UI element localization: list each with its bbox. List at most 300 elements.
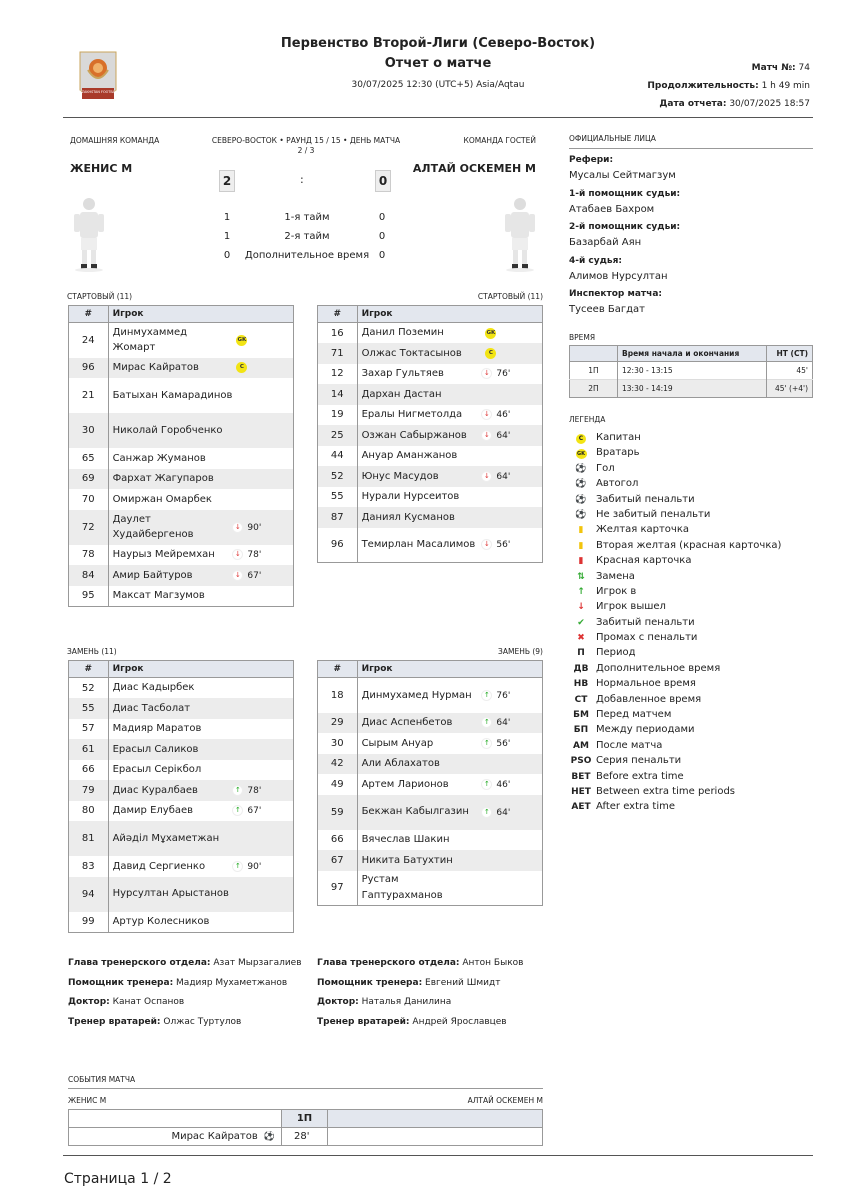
sub-minute: 67' [247,806,262,817]
staff-entry [317,1013,523,1033]
header-divider [63,117,813,118]
player-number: 12 [318,364,358,385]
staff-role: Доктор: [317,997,359,1007]
player-number: 30 [318,733,358,754]
legend-symbol: НВ [573,679,589,690]
official-role: 1-й помощник судьи: [569,188,681,199]
own-goal-icon [569,477,593,492]
player-event [481,795,542,830]
captain-icon [569,431,593,446]
player-name: Давид Сергиенко [112,860,206,872]
officials-divider [569,148,813,149]
official-role: Инспектор матча: [569,289,662,299]
staff-role: Тренер вратарей: [68,1016,161,1027]
player-name: Диас Куралбаев [108,780,232,801]
player-number: 18 [318,678,358,713]
player-name: Бекжан Кабылгазин [357,795,481,830]
sub-minute: 90' [247,522,262,533]
sub-minute: 46' [496,779,511,790]
player-event [481,343,542,364]
time-row [570,362,813,380]
legend-symbol: ⚽ [575,479,587,490]
legend-item [569,492,781,507]
staff-entry [317,954,523,974]
legend-item [569,445,781,460]
player-out-icon: ↓ [232,549,243,560]
player-out-icon: ↓ [232,522,243,533]
player-name: Али Аблахатов [357,754,481,775]
sub-minute: 67' [247,570,262,581]
period-row [212,250,392,269]
official-role: 2-й помощник судьи: [569,222,681,232]
legend-list [569,430,781,815]
legend-label: Between extra time periods [596,785,736,797]
player-event [481,754,542,775]
player-number: 99 [69,912,109,933]
goalkeeper-icon [569,446,593,461]
player-row [318,384,543,405]
period-home-score: 1 [223,212,231,223]
player-row [318,364,543,385]
period-away-score: 0 [378,231,386,242]
legend-label: Серия пенальти [596,755,682,767]
col-ht: НТ (СТ) [766,346,812,362]
staff-entry [317,974,523,994]
legend-symbol: ⚽ [575,463,587,474]
col-number: # [69,661,109,678]
player-name: Захар Гультяев [361,368,444,379]
period-scores [212,212,392,269]
legend-label: Добавленное время [596,693,702,705]
staff-role: Помощник тренера: [68,977,174,988]
legend-heading: ЛЕГЕНДА [569,415,606,424]
home-staff [68,954,302,1032]
player-number: 67 [318,850,358,871]
legend-symbol: ▮ [578,556,584,567]
legend-item [569,599,781,614]
player-event [232,413,293,448]
player-name: Темирлан Масалимов [361,539,476,550]
time-range: 12:30 - 13:15 [618,362,767,380]
player-number: 96 [69,358,109,379]
player-name: Динмухаммед Жомарт [112,326,188,354]
sub-minute: 64' [496,807,511,818]
round-info: СЕВЕРО-ВОСТОК • РАУНД 15 / 15 • ДЕНЬ МАТЧА 2 / 3 [211,136,401,155]
player-event [481,713,542,734]
staff-entry [68,993,302,1013]
official-role: Рефери: [569,155,614,165]
player-row [318,713,543,734]
player-number: 29 [318,713,358,734]
period-row [212,212,392,231]
player-in-icon: ↑ [232,861,243,872]
player-number: 72 [69,510,109,545]
staff-entry [68,1013,302,1033]
legend-symbol: БМ [573,710,589,721]
player-row [69,739,294,760]
col-number: # [318,306,358,323]
player-event [232,801,293,822]
official-entry [569,254,680,288]
legend-item [569,769,781,784]
player-event [232,780,293,801]
player-in-icon [569,585,593,600]
player-event [481,507,542,528]
legend-item [569,507,781,522]
player-row [318,733,543,754]
red-card-icon [569,554,593,569]
player-name: Санжар Жуманов [112,452,206,464]
player-number: 52 [318,466,358,487]
staff-role: Доктор: [68,997,110,1007]
legend-abbr [569,739,593,754]
player-row [318,528,543,563]
player-event [481,850,542,871]
player-row [318,678,543,713]
player-number: 70 [69,489,109,510]
legend-abbr [569,646,593,661]
player-number: 44 [318,446,358,467]
player-row [69,586,294,607]
player-event [481,425,542,446]
legend-symbol: ⚽ [575,509,587,520]
player-name: Ануар Аманжанов [361,450,458,461]
legend-label: Игрок вышел [596,601,666,613]
period-away-score: 0 [378,212,386,223]
col-number: # [318,661,358,678]
player-number: 66 [318,830,358,851]
time-period: 2П [570,380,618,398]
home-score: 2 [219,170,235,192]
legend-symbol: BET [571,771,591,782]
legend-abbr [569,785,593,800]
official-name: Мусалы Сейтмагзум [569,170,676,181]
player-event [481,446,542,467]
player-name: Олжас Токтасынов [357,343,481,364]
player-out-icon: ↓ [481,539,492,550]
player-event [481,830,542,851]
events-spacer [69,1110,282,1128]
player-event [481,466,542,487]
legend-label: Красная карточка [596,555,692,567]
player-number: 84 [69,565,109,586]
player-event [232,358,293,379]
player-event [232,565,293,586]
period-home-score: 0 [223,250,231,261]
legend-symbol: ▮ [578,525,584,536]
period-away-score: 0 [378,250,386,261]
legend-item [569,584,781,599]
official-role: 4-й судья: [569,255,622,266]
player-row [69,448,294,469]
time-period: 1П [570,362,618,380]
legend-label: Дополнительное время [596,662,721,674]
legend-symbol: СТ [574,694,588,705]
player-name: Рустам Гаптурахманов [361,874,443,901]
player-row [69,510,294,545]
player-number: 78 [69,545,109,566]
player-number: 25 [318,425,358,446]
legend-symbol: ▮ [578,540,584,551]
sub-minute: 64' [496,718,511,729]
legend-item [569,692,781,707]
player-in-icon: ↑ [232,805,243,816]
legend-label: Нормальное время [596,678,696,690]
player-in-icon: ↑ [481,717,492,728]
event-player: Мирас Кайратов [171,1131,258,1142]
period-row [212,231,392,250]
goal-icon: ⚽ [263,1132,275,1142]
player-out-icon: ↓ [232,570,243,581]
official-name: Базарбай Аян [569,237,642,248]
home-starting-table [68,305,294,607]
player-row [69,821,294,856]
legend-item [569,522,781,537]
player-event [232,739,293,760]
player-event [232,877,293,912]
player-number: 14 [318,384,358,405]
player-number: 66 [69,760,109,781]
legend-label: Гол [596,462,615,474]
player-event [481,871,542,906]
official-entry [569,153,680,187]
away-staff [317,954,523,1032]
player-name: Амир Байтуров [108,565,232,586]
player-number: 69 [69,469,109,490]
player-number: 95 [69,586,109,607]
svg-text:KAZAKHSTAN FOOTBALL: KAZAKHSTAN FOOTBALL [77,90,119,94]
player-event [232,698,293,719]
player-row [69,801,294,822]
events-heading: СОБЫТИЯ МАТЧА [68,1075,136,1084]
event-row [69,1128,543,1146]
legend-abbr [569,662,593,677]
player-number: 97 [318,871,358,906]
player-out-icon: ↓ [481,471,492,482]
legend-label: Забитый пенальти [596,616,695,628]
player-row [318,507,543,528]
player-row [69,358,294,379]
player-name: Нурали Нурсеитов [361,491,460,502]
player-row [318,487,543,508]
legend-label: Промах с пенальти [596,632,698,644]
time-range: 13:30 - 14:19 [618,380,767,398]
staff-entry [68,954,302,974]
away-subs-label: ЗАМЕНЬ (9) [498,647,543,656]
player-name: Ерасыл Саликов [108,739,232,760]
legend-abbr [569,770,593,785]
player-name: Ералы Нигметолда [361,409,463,420]
away-starting-table [317,305,543,563]
player-row [69,780,294,801]
sub-minute: 46' [496,410,511,421]
player-name: Динмухамед Нурман [361,689,472,701]
legend-item [569,738,781,753]
player-event [232,678,293,699]
player-event [481,384,542,405]
player-event [232,912,293,933]
legend-item [569,430,781,445]
legend-label: Вратарь [596,447,640,459]
player-in-icon: ↑ [481,779,492,790]
player-row [69,469,294,490]
legend-item [569,630,781,645]
player-number: 61 [69,739,109,760]
goalkeeper-icon: GK [236,335,247,346]
time-ht: 45' [766,362,812,380]
legend-item [569,799,781,814]
penalty-scored-icon [569,493,593,508]
legend-symbol: АМ [573,740,589,751]
legend-label: После матча [596,739,663,751]
player-event [232,378,293,413]
player-name: Юнус Масудов [357,466,481,487]
away-score: 0 [375,170,391,192]
legend-symbol: C [576,434,586,444]
player-row [318,425,543,446]
player-number: 83 [69,856,109,877]
footer-divider [63,1155,813,1156]
legend-label: Автогол [596,478,639,490]
player-event [232,760,293,781]
player-name: Диас Кадырбек [112,682,195,694]
player-row [69,489,294,510]
player-name: Озжан Сабыржанов [357,425,481,446]
player-row [318,774,543,795]
player-number: 42 [318,754,358,775]
legend-symbol: П [577,648,585,659]
player-name: Артем Ларионов [361,778,449,790]
legend-label: After extra time [596,801,676,813]
period-label: 1-я тайм [284,212,330,223]
sub-minute: 76' [496,690,511,701]
player-row [69,856,294,877]
legend-symbol: ✔ [577,617,585,628]
player-number: 49 [318,774,358,795]
player-row [69,413,294,448]
player-out-icon [569,600,593,615]
player-in-icon: ↑ [481,738,492,749]
legend-item [569,784,781,799]
player-row [69,378,294,413]
official-name: Алимов Нурсултан [569,270,668,282]
legend-item [569,722,781,737]
player-event [232,719,293,740]
pso-scored-icon [569,616,593,631]
event-away [328,1128,543,1146]
player-row [318,850,543,871]
player-event [232,489,293,510]
legend-item [569,707,781,722]
page-number: Страница 1 / 2 [64,1171,172,1187]
player-number: 87 [318,507,358,528]
player-name: Батыхан Камарадинов [112,389,233,401]
player-name: Николай Горобченко [108,413,232,448]
player-row [69,912,294,933]
player-name: Омиржан Омарбек [112,493,212,505]
col-time: Время начала и окончания [618,346,767,362]
player-name: Наурыз Мейремхан [112,549,215,560]
player-event [481,405,542,426]
sub-minute: 64' [496,471,511,482]
time-ht: 45' (+4') [766,380,812,398]
period-label: 2-я тайм [284,231,330,242]
player-row [318,466,543,487]
player-row [318,795,543,830]
player-name: Мирас Кайратов [108,358,232,379]
player-event [481,323,542,344]
score-separator: : [300,173,304,186]
legend-abbr [569,754,593,769]
col-player: Игрок [357,306,542,323]
officials-heading: ОФИЦИАЛЬНЫЕ ЛИЦА [569,134,656,143]
staff-role: Глава тренерского отдела: [317,958,460,968]
legend-abbr [569,677,593,692]
captain-icon: C [236,362,247,373]
sub-minute: 56' [496,540,511,551]
penalty-missed-icon [569,508,593,523]
player-row [69,678,294,699]
legend-abbr [569,800,593,815]
player-number: 59 [318,795,358,830]
legend-label: Капитан [596,432,641,443]
player-name: Нурсултан Арыстанов [108,877,232,912]
col-period [570,346,618,362]
official-entry [569,220,680,254]
legend-abbr [569,708,593,723]
player-in-icon: ↑ [481,807,492,818]
col-player: Игрок [357,661,542,678]
player-row [318,405,543,426]
staff-name: Андрей Ярославцев [412,1016,507,1027]
legend-item [569,553,781,568]
player-event [481,487,542,508]
away-subs-table [317,660,543,906]
legend-symbol: ДВ [573,663,589,674]
home-starting-label: СТАРТОВЫЙ (11) [67,292,133,301]
player-name: Дамир Елубаев [112,805,194,816]
player-number: 79 [69,780,109,801]
player-event [481,364,542,385]
legend-label: Период [596,647,636,659]
player-number: 52 [69,678,109,699]
player-name: Артур Колесников [112,915,210,927]
home-team-name: ЖЕНИС М [70,162,133,175]
goal-icon [569,462,593,477]
yellow-card-icon [569,523,593,538]
player-name: Фархат Жагупаров [108,469,232,490]
player-number: 81 [69,821,109,856]
player-name: Диас Тасболат [108,698,232,719]
legend-item [569,615,781,630]
legend-label: Забитый пенальти [596,493,695,505]
player-event [481,528,542,563]
second-yellow-icon [569,539,593,554]
legend-item [569,569,781,584]
player-row [318,830,543,851]
home-team-label: ДОМАШНЯЯ КОМАНДА [70,136,160,145]
legend-item [569,753,781,768]
player-event [232,469,293,490]
staff-name: Антон Быков [462,958,524,968]
staff-role: Глава тренерского отдела: [68,958,211,968]
away-kit-avatar [503,196,537,270]
player-row [318,754,543,775]
legend-label: Перед матчем [596,709,672,721]
home-subs-label: ЗАМЕНЬ (11) [67,647,117,656]
away-starting-label: СТАРТОВЫЙ (11) [477,292,543,301]
player-row [69,760,294,781]
